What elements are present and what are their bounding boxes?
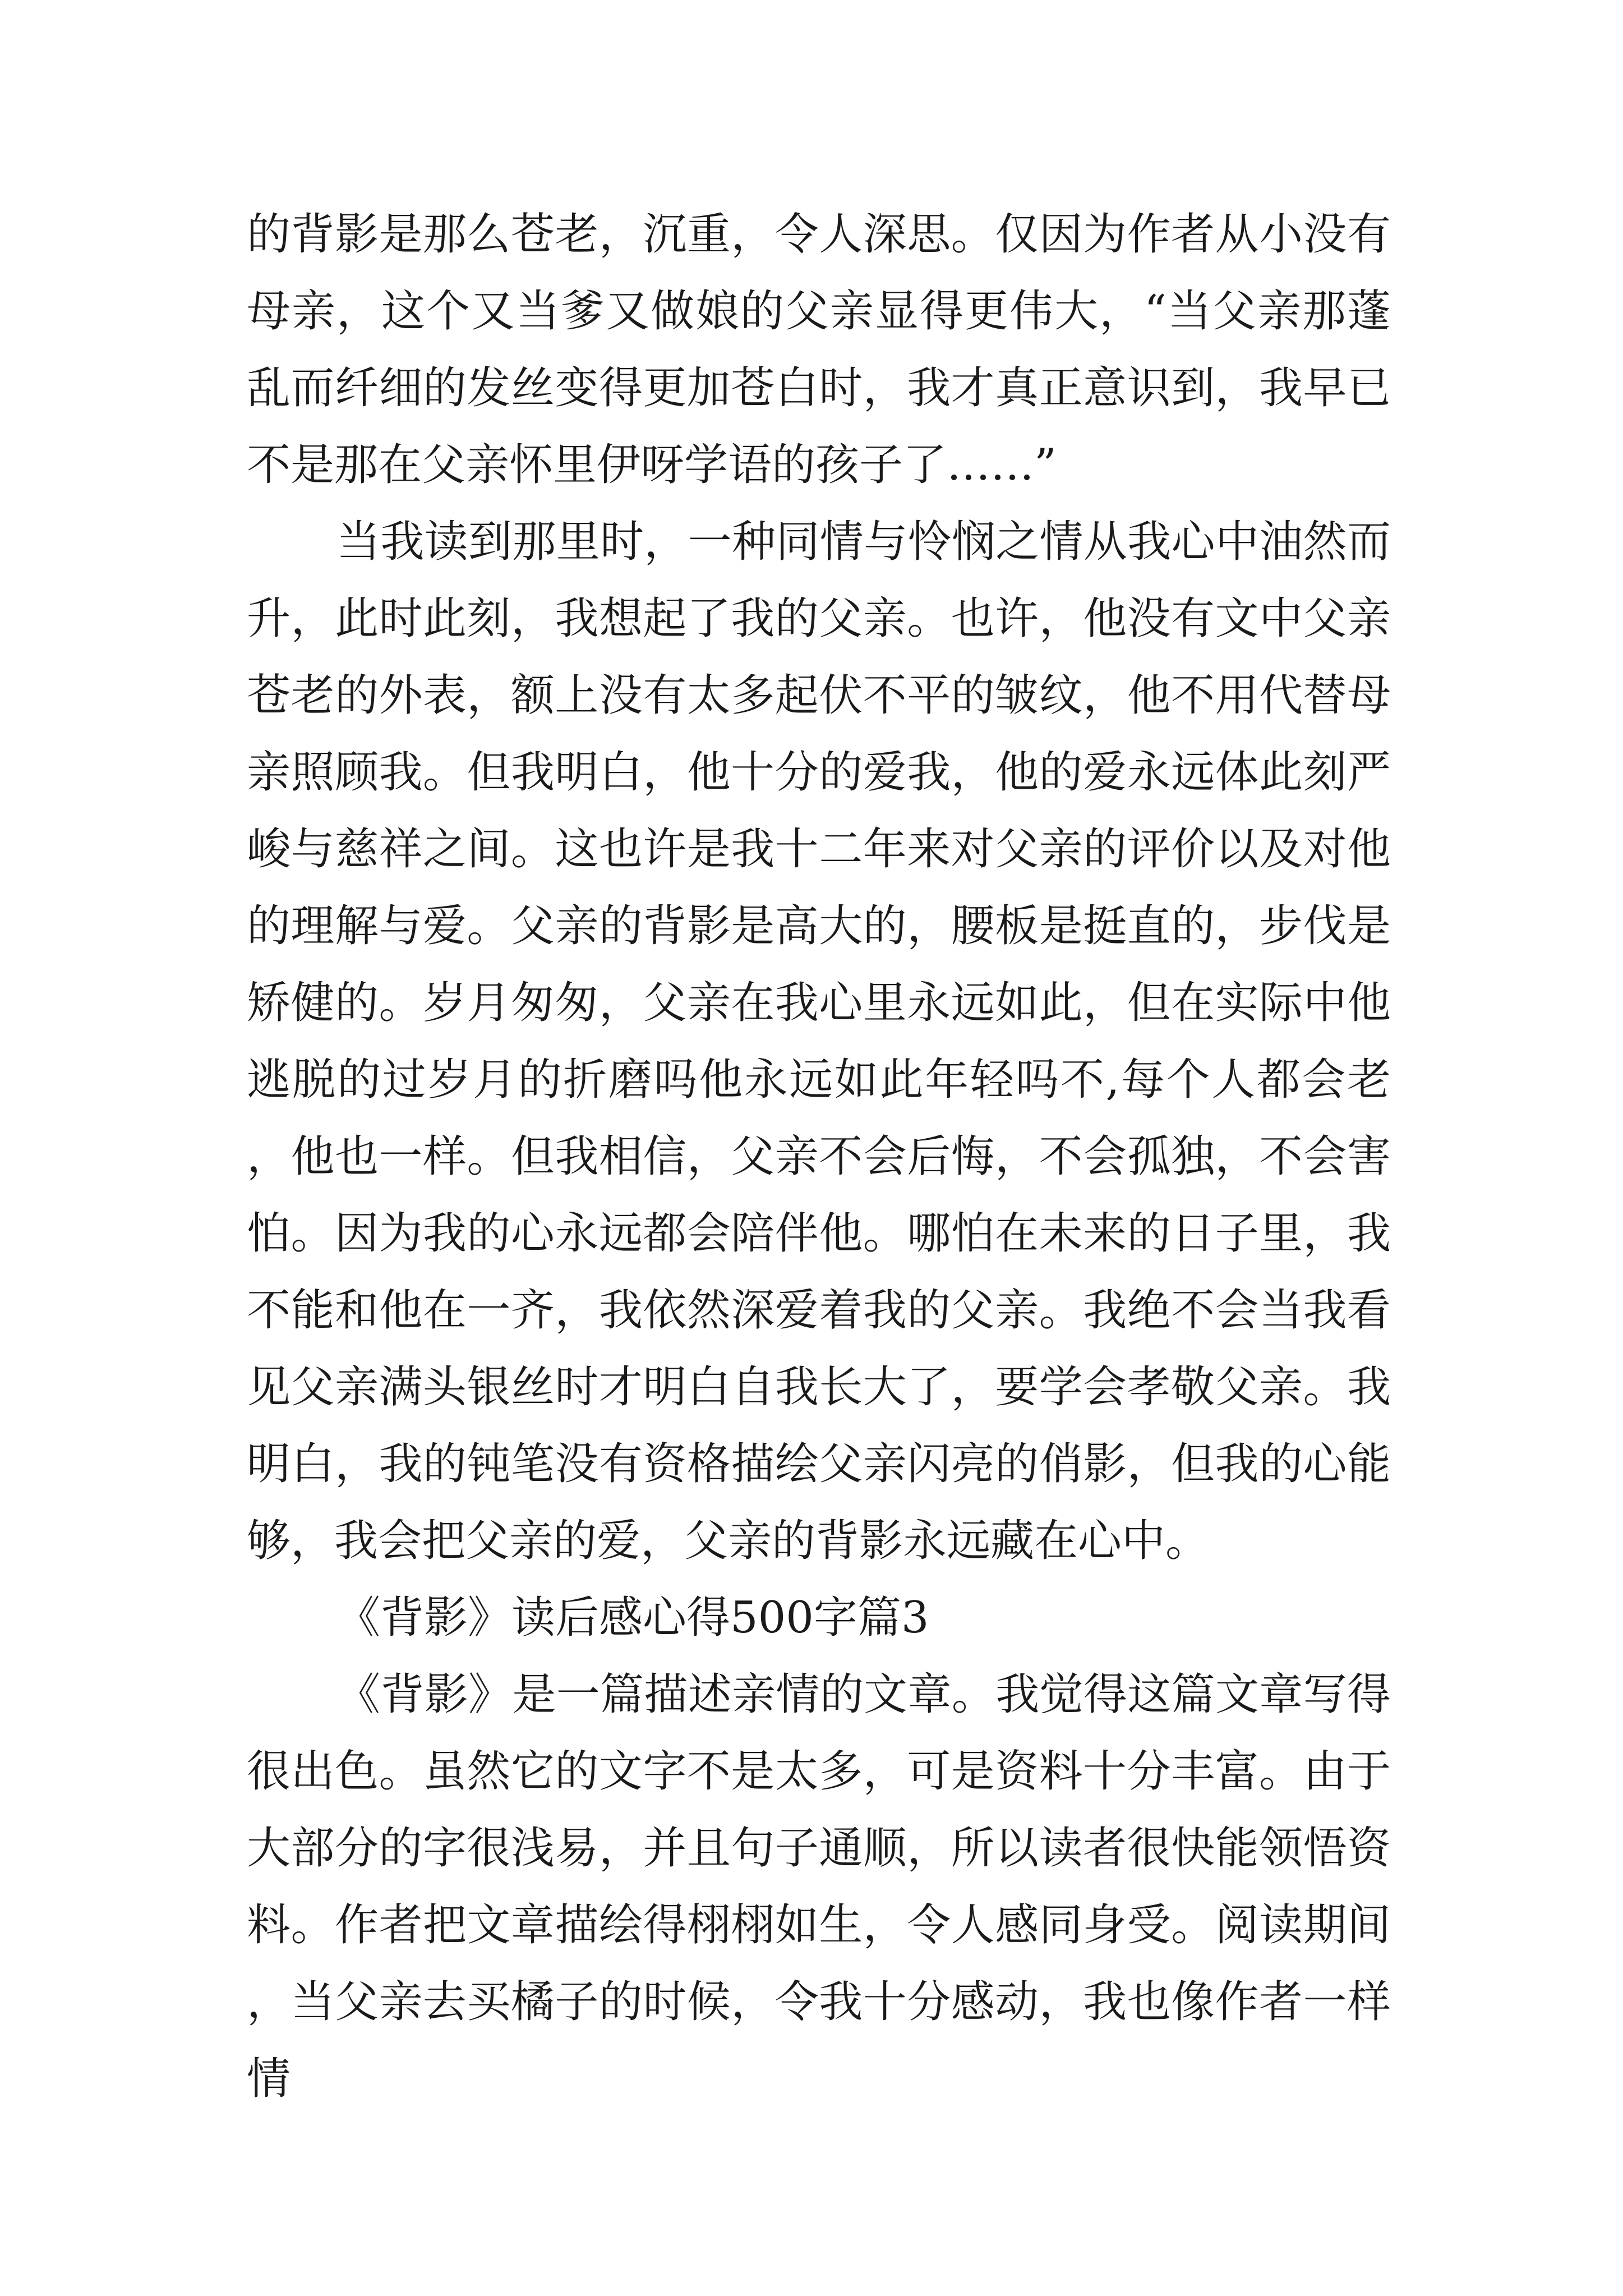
document-body (247, 196, 1391, 2118)
paragraph-continuation: 的背影是那么苍老，沉重，令人深思。仅因为作者从小没有母亲，这个又当爹又做娘的父亲显得更伟大，“当父亲那蓬乱而纤细的发丝变得更加苍白时，我才真正意识到，我早已不是那在父亲怀里伊呀学语的孩子了……” (247, 209, 1391, 490)
paragraph-essay-3-intro: 《背影》是一篇描述亲情的文章。我觉得这篇文章写得很出色。虽然它的文字不是太多，可是资料十分丰富。由于大部分的字很浅易，并且句子通顺，所以读者很快能领悟资料。作者把文章描绘得栩栩如生，令人感同身受。阅读期间，当父亲去买橘子的时候，令我十分感动，我也像作者一样情 (247, 1669, 1391, 2104)
paragraph-reflection: 当我读到那里时，一种同情与怜悯之情从我心中油然而升，此时此刻，我想起了我的父亲。也许，他没有文中父亲苍老的外表，额上没有太多起伏不平的皱纹，他不用代替母亲照顾我。但我明白，他十分的爱我，他的爱永远体此刻严峻与慈祥之间。这也许是我十二年来对父亲的评价以及对他的理解与爱。父亲的背影是高大的，腰板是挺直的，步伐是矫健的。岁月匆匆，父亲在我心里永远如此，但在实际中他逃脱的过岁月的折磨吗他永远如此年轻吗不,每个人都会老，他也一样。但我相信，父亲不会后悔，不会孤独，不会害怕。因为我的心永远都会陪伴他。哪怕在未来的日子里，我不能和他在一齐，我依然深爱着我的父亲。我绝不会当我看见父亲满头银丝时才明白自我长大了，要学会孝敬父亲。我明白，我的钝笔没有资格描绘父亲闪亮的俏影，但我的心能够，我会把父亲的爱，父亲的背影永远藏在心中。 (247, 517, 1391, 1566)
section-heading: 《背影》读后感心得500字篇3 (336, 1593, 929, 1643)
